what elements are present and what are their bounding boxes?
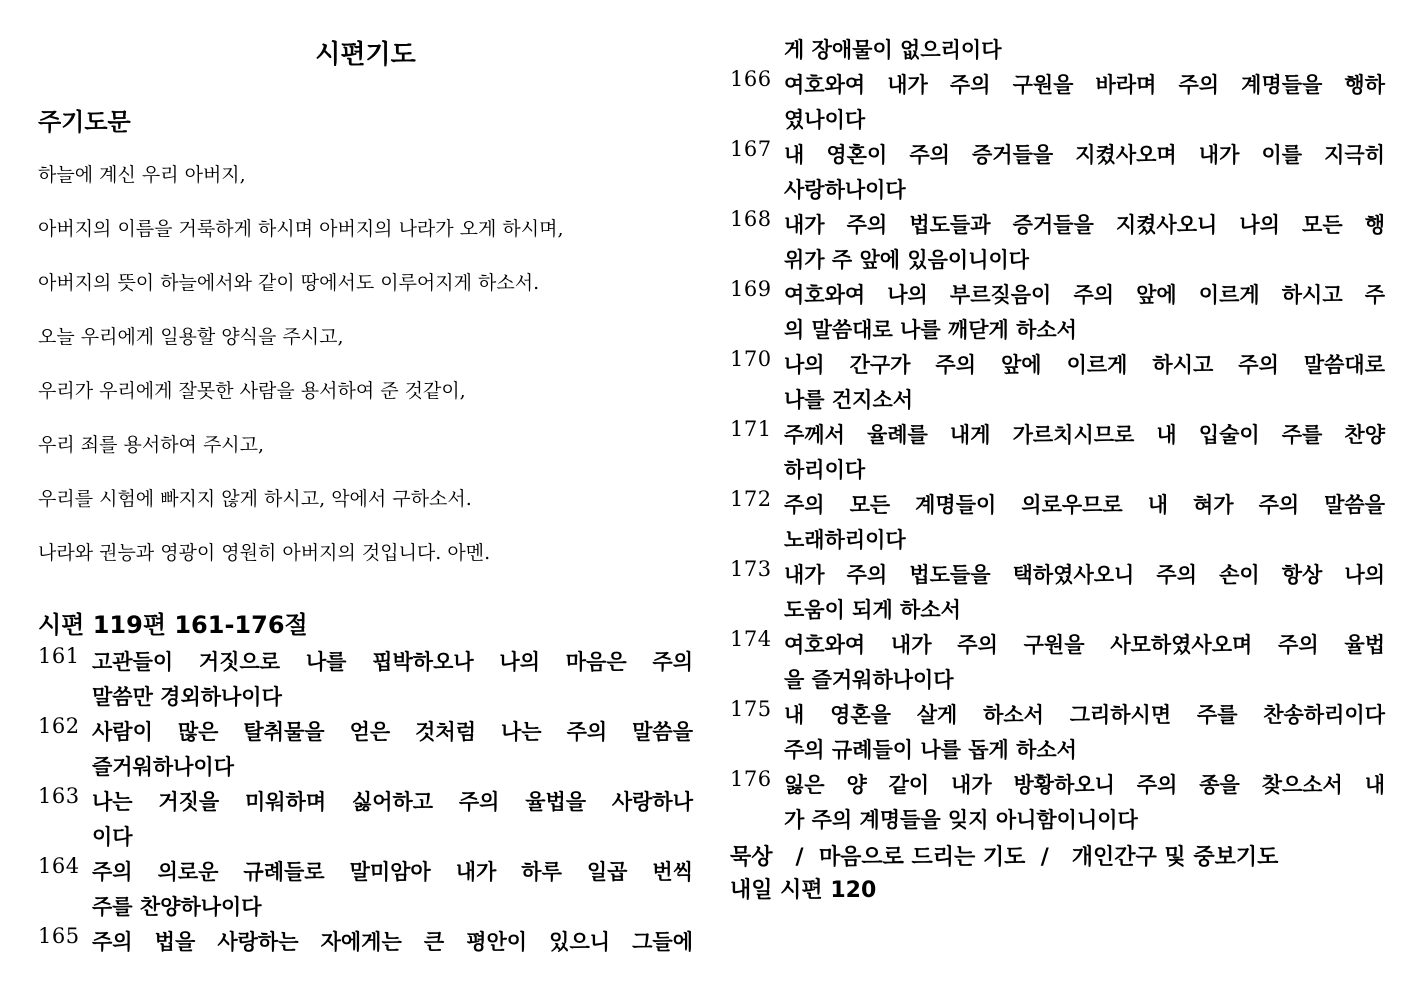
prayer-line: 하늘에 계신 우리 아버지, — [38, 164, 246, 186]
verse-text: 이다 — [92, 824, 133, 849]
verse-text: 사람이 많은 탈취물을 얻은 것처럼 나는 주의 말씀을 — [92, 719, 693, 744]
meditation-line: 묵상 / 마음으로 드리는 기도 / 개인간구 및 중보기도 — [730, 845, 1279, 870]
verse-text: 주의 법을 사랑하는 자에게는 큰 평안이 있으니 그들에 — [92, 929, 693, 954]
verse-text: 였나이다 — [784, 107, 866, 132]
verse-number: 174 — [730, 627, 772, 651]
verse-text: 잃은 양 같이 내가 방황하오니 주의 종을 찾으소서 내 — [784, 772, 1385, 797]
psalm-heading: 시편 119편 161-176절 — [38, 611, 308, 639]
verse-text: 주의 모든 계명들이 의로우므로 내 혀가 주의 말씀을 — [784, 492, 1385, 517]
verse-text: 사랑하나이다 — [784, 177, 906, 202]
prayer-line: 아버지의 이름을 거룩하게 하시며 아버지의 나라가 오게 하시며, — [38, 218, 564, 240]
verse-text: 고관들이 거짓으로 나를 핍박하오나 나의 마음은 주의 — [92, 649, 693, 674]
verse-number: 169 — [730, 277, 772, 301]
verse-number: 162 — [38, 714, 80, 738]
verse-text: 여호와여 나의 부르짖음이 주의 앞에 이르게 하시고 주 — [784, 282, 1385, 307]
verse-text: 노래하리이다 — [784, 527, 906, 552]
prayer-line: 아버지의 뜻이 하늘에서와 같이 땅에서도 이루어지게 하소서. — [38, 272, 540, 294]
prayer-line: 오늘 우리에게 일용할 양식을 주시고, — [38, 326, 344, 348]
verse-number: 167 — [730, 137, 772, 161]
verse-text: 주의 의로운 규례들로 말미암아 내가 하루 일곱 번씩 — [92, 859, 693, 884]
verse-number: 173 — [730, 557, 772, 581]
prayer-line: 우리를 시험에 빠지지 않게 하시고, 악에서 구하소서. — [38, 488, 472, 510]
verse-text: 내 영혼이 주의 증거들을 지켰사오며 내가 이를 지극히 — [784, 142, 1385, 167]
next-reading: 내일 시편 120 — [730, 878, 877, 903]
verse-text: 주를 찬양하나이다 — [92, 894, 262, 919]
verse-number: 161 — [38, 644, 80, 668]
verse-number: 166 — [730, 67, 772, 91]
verse-text: 하리이다 — [784, 457, 866, 482]
verse-text: 여호와여 내가 주의 구원을 바라며 주의 계명들을 행하 — [784, 72, 1385, 97]
verse-number: 172 — [730, 487, 772, 511]
verse-number: 170 — [730, 347, 772, 371]
verse-text: 나를 건지소서 — [784, 387, 914, 412]
verse-text: 주께서 율례를 내게 가르치시므로 내 입술이 주를 찬양 — [784, 422, 1385, 447]
verse-text: 여호와여 내가 주의 구원을 사모하였사오며 주의 율법 — [784, 632, 1385, 657]
verse-text: 도움이 되게 하소서 — [784, 597, 961, 622]
verse-text: 내 영혼을 살게 하소서 그리하시면 주를 찬송하리이다 — [784, 702, 1385, 727]
verse-text: 즐거워하나이다 — [92, 754, 235, 779]
prayer-line: 우리가 우리에게 잘못한 사람을 용서하여 준 것같이, — [38, 380, 466, 402]
prayer-line: 우리 죄를 용서하여 주시고, — [38, 434, 265, 456]
verse-text: 말씀만 경외하나이다 — [92, 684, 282, 709]
lords-prayer-heading: 주기도문 — [38, 108, 131, 136]
verse-number: 163 — [38, 784, 80, 808]
verse-number: 171 — [730, 417, 772, 441]
verse-text: 위가 주 앞에 있음이니이다 — [784, 247, 1030, 272]
verse-text: 가 주의 계명들을 잊지 아니함이니이다 — [784, 807, 1138, 832]
verse-text: 내가 주의 법도들을 택하였사오니 주의 손이 항상 나의 — [784, 562, 1385, 587]
verse-text: 내가 주의 법도들과 증거들을 지켰사오니 나의 모든 행 — [784, 212, 1385, 237]
verse-text: 게 장애물이 없으리이다 — [784, 37, 1002, 62]
prayer-line: 나라와 권능과 영광이 영원히 아버지의 것입니다. 아멘. — [38, 542, 491, 564]
verse-text: 의 말씀대로 나를 깨닫게 하소서 — [784, 317, 1077, 342]
verse-number: 176 — [730, 767, 772, 791]
page-title: 시편기도 — [315, 40, 416, 70]
verse-text: 나는 거짓을 미워하며 싫어하고 주의 율법을 사랑하나 — [92, 789, 693, 814]
verse-number: 165 — [38, 924, 80, 948]
verse-text: 을 즐거워하나이다 — [784, 667, 954, 692]
verse-number: 168 — [730, 207, 772, 231]
verse-text: 주의 규례들이 나를 돕게 하소서 — [784, 737, 1077, 762]
verse-number: 164 — [38, 854, 80, 878]
verse-text: 나의 간구가 주의 앞에 이르게 하시고 주의 말씀대로 — [784, 352, 1385, 377]
verse-number: 175 — [730, 697, 772, 721]
